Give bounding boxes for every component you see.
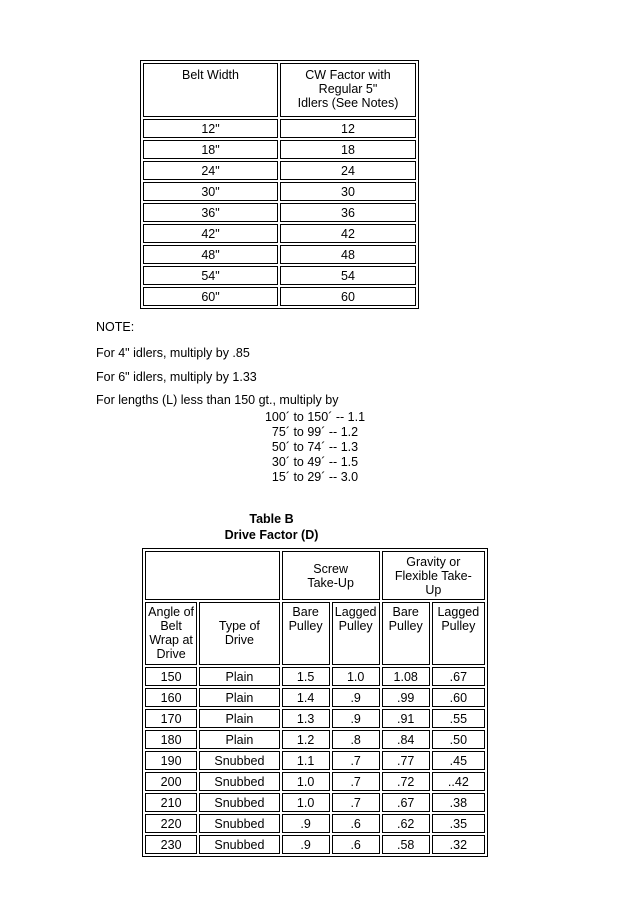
header-type-of-drive <box>199 602 279 665</box>
angle-cell: 170 <box>145 709 197 728</box>
belt-width-table <box>140 60 419 309</box>
table-row <box>145 751 485 770</box>
header-angle-of-wrap <box>145 602 197 665</box>
screw-bare-cell: 1.3 <box>282 709 330 728</box>
header-line: Lagged <box>437 605 480 619</box>
screw-lagged-cell: .9 <box>332 709 380 728</box>
gravity-bare-cell: .67 <box>382 793 430 812</box>
header-line: Idlers (See Notes) <box>297 96 399 110</box>
belt-width-cell: 24" <box>143 161 278 180</box>
drive-type-cell: Plain <box>199 730 279 749</box>
belt-width-cell: 18" <box>143 140 278 159</box>
header-line: Screw <box>313 561 348 576</box>
column-header-row <box>145 602 485 665</box>
header-line: Regular 5" <box>318 82 378 96</box>
multiplier-line: 30´ to 49´ -- 1.5 <box>271 455 359 469</box>
header-line <box>200 605 278 619</box>
group-header-screw <box>282 551 380 600</box>
table-row <box>145 793 485 812</box>
cw-factor-cell: 18 <box>280 140 416 159</box>
screw-lagged-cell: .7 <box>332 772 380 791</box>
header-line: Bare <box>392 605 419 619</box>
drive-type-cell: Snubbed <box>199 793 279 812</box>
gravity-lagged-cell: .38 <box>432 793 485 812</box>
table-b-label: Table B <box>249 512 294 526</box>
multiplier-line: 50´ to 74´ -- 1.3 <box>271 440 359 454</box>
screw-lagged-cell: .8 <box>332 730 380 749</box>
drive-type-cell: Plain <box>199 709 279 728</box>
belt-width-cell: 36" <box>143 203 278 222</box>
header-line: Drive <box>156 647 186 661</box>
multiplier-line: 75´ to 99´ -- 1.2 <box>271 425 359 439</box>
screw-lagged-cell: 1.0 <box>332 667 380 686</box>
header-line: Bare <box>292 605 319 619</box>
angle-cell: 230 <box>145 835 197 854</box>
gravity-bare-cell: 1.08 <box>382 667 430 686</box>
angle-cell: 160 <box>145 688 197 707</box>
header-line: Flexible Take- <box>394 568 472 583</box>
table-row <box>143 119 416 138</box>
screw-lagged-cell: .7 <box>332 751 380 770</box>
cw-factor-cell: 60 <box>280 287 416 306</box>
note-line-6-inch: For 6" idlers, multiply by 1.33 <box>96 370 257 384</box>
gravity-lagged-cell: .32 <box>432 835 485 854</box>
angle-cell: 150 <box>145 667 197 686</box>
table-row <box>143 182 416 201</box>
table-row <box>145 730 485 749</box>
header-screw-bare-pulley <box>282 602 330 665</box>
table-row <box>143 224 416 243</box>
angle-cell: 220 <box>145 814 197 833</box>
header-line: Up <box>425 582 442 597</box>
header-line: Pulley <box>288 619 323 633</box>
header-line: Pulley <box>441 619 476 633</box>
header-line: Pulley <box>388 619 423 633</box>
table-row <box>143 266 416 285</box>
table-row <box>145 688 485 707</box>
table-header-row <box>143 63 416 117</box>
belt-width-cell: 42" <box>143 224 278 243</box>
gravity-lagged-cell: .35 <box>432 814 485 833</box>
screw-lagged-cell: .6 <box>332 835 380 854</box>
table-row <box>145 667 485 686</box>
group-header-gravity <box>382 551 485 600</box>
screw-bare-cell: .9 <box>282 835 330 854</box>
gravity-bare-cell: .91 <box>382 709 430 728</box>
gravity-bare-cell: .77 <box>382 751 430 770</box>
header-line: Gravity or <box>406 554 461 569</box>
screw-bare-cell: .9 <box>282 814 330 833</box>
gravity-lagged-cell: .55 <box>432 709 485 728</box>
screw-bare-cell: 1.0 <box>282 772 330 791</box>
drive-type-cell: Snubbed <box>199 772 279 791</box>
header-gravity-lagged-pulley <box>432 602 485 665</box>
header-line: Pulley <box>338 619 373 633</box>
angle-cell: 190 <box>145 751 197 770</box>
table-row <box>145 835 485 854</box>
gravity-bare-cell: .72 <box>382 772 430 791</box>
gravity-lagged-cell: ..42 <box>432 772 485 791</box>
note-line-4-inch: For 4" idlers, multiply by .85 <box>96 346 250 360</box>
header-gravity-bare-pulley <box>382 602 430 665</box>
table-b-title <box>200 511 343 543</box>
group-header-blank <box>145 551 280 600</box>
screw-bare-cell: 1.2 <box>282 730 330 749</box>
cw-factor-cell: 42 <box>280 224 416 243</box>
gravity-bare-cell: .58 <box>382 835 430 854</box>
multiplier-line: 15´ to 29´ -- 3.0 <box>271 470 359 484</box>
belt-width-cell: 54" <box>143 266 278 285</box>
header-line: Belt <box>160 619 182 633</box>
table-row <box>145 772 485 791</box>
length-multipliers <box>200 410 430 485</box>
header-screw-lagged-pulley <box>332 602 380 665</box>
angle-cell: 200 <box>145 772 197 791</box>
table-row <box>143 287 416 306</box>
drive-factor-table <box>142 548 488 857</box>
drive-type-cell: Plain <box>199 688 279 707</box>
header-line: Wrap at <box>149 633 193 647</box>
gravity-bare-cell: .99 <box>382 688 430 707</box>
belt-width-cell: 48" <box>143 245 278 264</box>
cw-factor-cell: 54 <box>280 266 416 285</box>
gravity-lagged-cell: .50 <box>432 730 485 749</box>
screw-bare-cell: 1.1 <box>282 751 330 770</box>
drive-type-cell: Snubbed <box>199 835 279 854</box>
header-cw-factor <box>280 63 416 117</box>
multiplier-line: 100´ to 150´ -- 1.1 <box>264 410 366 424</box>
cw-factor-cell: 48 <box>280 245 416 264</box>
table-row <box>143 161 416 180</box>
screw-lagged-cell: .6 <box>332 814 380 833</box>
table-row <box>143 203 416 222</box>
header-line: Angle of <box>148 605 195 619</box>
cw-factor-cell: 36 <box>280 203 416 222</box>
screw-bare-cell: 1.0 <box>282 793 330 812</box>
gravity-lagged-cell: .45 <box>432 751 485 770</box>
gravity-bare-cell: .62 <box>382 814 430 833</box>
table-row <box>143 245 416 264</box>
gravity-bare-cell: .84 <box>382 730 430 749</box>
angle-cell: 210 <box>145 793 197 812</box>
cw-factor-cell: 24 <box>280 161 416 180</box>
gravity-lagged-cell: .60 <box>432 688 485 707</box>
belt-width-cell: 12" <box>143 119 278 138</box>
header-line: Lagged <box>334 605 377 619</box>
header-line: Take-Up <box>307 575 354 590</box>
belt-width-table-body <box>143 63 416 306</box>
header-line: CW Factor with <box>305 68 391 82</box>
header-line: Drive <box>224 633 254 647</box>
table-row <box>143 140 416 159</box>
screw-lagged-cell: .9 <box>332 688 380 707</box>
table-row <box>145 709 485 728</box>
header-line: Type of <box>218 619 260 633</box>
belt-width-cell: 30" <box>143 182 278 201</box>
belt-width-cell: 60" <box>143 287 278 306</box>
drive-type-cell: Snubbed <box>199 814 279 833</box>
header-belt-width: Belt Width <box>143 63 278 117</box>
note-line-lengths: For lengths (L) less than 150 gt., multiply by <box>96 393 339 407</box>
gravity-lagged-cell: .67 <box>432 667 485 686</box>
cw-factor-cell: 30 <box>280 182 416 201</box>
table-b-subtitle: Drive Factor (D) <box>224 528 319 542</box>
screw-bare-cell: 1.5 <box>282 667 330 686</box>
cw-factor-cell: 12 <box>280 119 416 138</box>
group-header-row <box>145 551 485 600</box>
drive-factor-table-body <box>145 551 485 854</box>
drive-type-cell: Plain <box>199 667 279 686</box>
screw-bare-cell: 1.4 <box>282 688 330 707</box>
screw-lagged-cell: .7 <box>332 793 380 812</box>
angle-cell: 180 <box>145 730 197 749</box>
note-heading: NOTE: <box>96 320 135 334</box>
drive-type-cell: Snubbed <box>199 751 279 770</box>
table-row <box>145 814 485 833</box>
